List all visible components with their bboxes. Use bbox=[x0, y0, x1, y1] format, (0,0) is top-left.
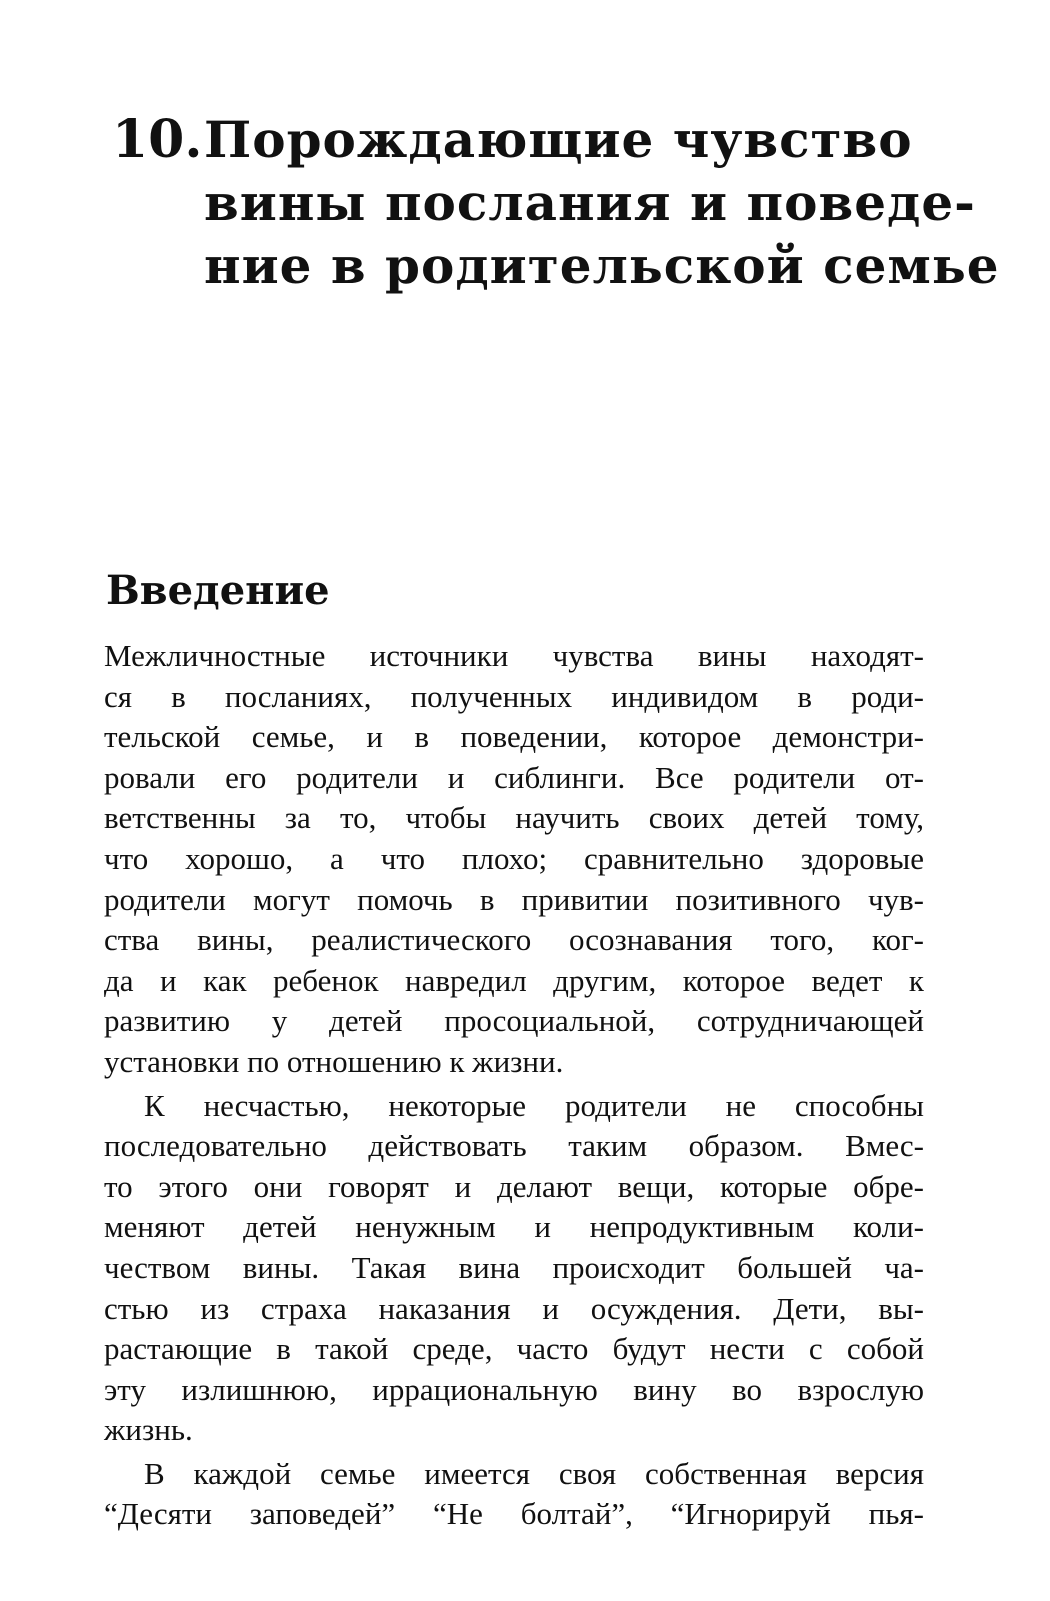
text-line: развитию у детей просоциальной, сотрудничающей bbox=[104, 1003, 924, 1039]
text-line: что хорошо, а что плохо; сравнительно здоровые bbox=[104, 840, 924, 876]
text-line: ровали его родители и сиблинги. Все родители от- bbox=[104, 759, 924, 795]
text-line: “Десяти заповедей” “Не болтай”, “Игнорируй пья- bbox=[104, 1496, 924, 1532]
section-heading: Введение bbox=[106, 567, 330, 614]
text-line: стью из страха наказания и осуждения. Дети, вы- bbox=[104, 1290, 924, 1326]
text-line: ся в посланиях, полученных индивидом в роди- bbox=[104, 678, 924, 714]
text-line: родители могут помочь в привитии позитивного чув- bbox=[104, 881, 924, 917]
paragraph-3 bbox=[104, 1454, 924, 1535]
text-line: тельской семье, и в поведении, которое демонстри- bbox=[104, 719, 924, 755]
chapter-number: 10. bbox=[112, 109, 203, 170]
text-line: ства вины, реалистического осознавания того, ког- bbox=[104, 922, 924, 958]
text-line: растающие в такой среде, часто будут нести с собой bbox=[104, 1331, 924, 1367]
chapter-heading bbox=[112, 108, 1000, 297]
text-line: установки по отношению к жизни. bbox=[104, 1043, 564, 1079]
text-line: Межличностные источники чувства вины находят- bbox=[104, 638, 924, 673]
chapter-title-line: ние в родительской семье bbox=[204, 236, 1000, 295]
text-line: эту излишнюю, иррациональную вину во взрослую bbox=[104, 1371, 924, 1407]
chapter-title-line: Порождающие чувство bbox=[204, 110, 913, 169]
paragraph-1 bbox=[104, 636, 924, 1083]
text-line: В каждой семье имеется своя собственная версия bbox=[144, 1455, 924, 1491]
text-line: чеством вины. Такая вина происходит большей ча- bbox=[104, 1249, 924, 1285]
text-line: ветственны за то, чтобы научить своих детей тому, bbox=[104, 800, 924, 836]
paragraph-2 bbox=[104, 1086, 924, 1451]
body-text bbox=[104, 636, 924, 1535]
text-line: то этого они говорят и делают вещи, которые обре- bbox=[104, 1168, 924, 1204]
chapter-title bbox=[204, 108, 1000, 297]
text-line: меняют детей ненужным и непродуктивным коли- bbox=[104, 1209, 924, 1245]
text-line: жизнь. bbox=[104, 1412, 193, 1448]
text-line: последовательно действовать таким образом. Вмес- bbox=[104, 1128, 924, 1164]
text-line: К несчастью, некоторые родители не способны bbox=[144, 1087, 924, 1123]
chapter-title-line: вины послания и поведе- bbox=[204, 173, 976, 232]
text-line: да и как ребенок навредил другим, которое ведет к bbox=[104, 962, 924, 998]
